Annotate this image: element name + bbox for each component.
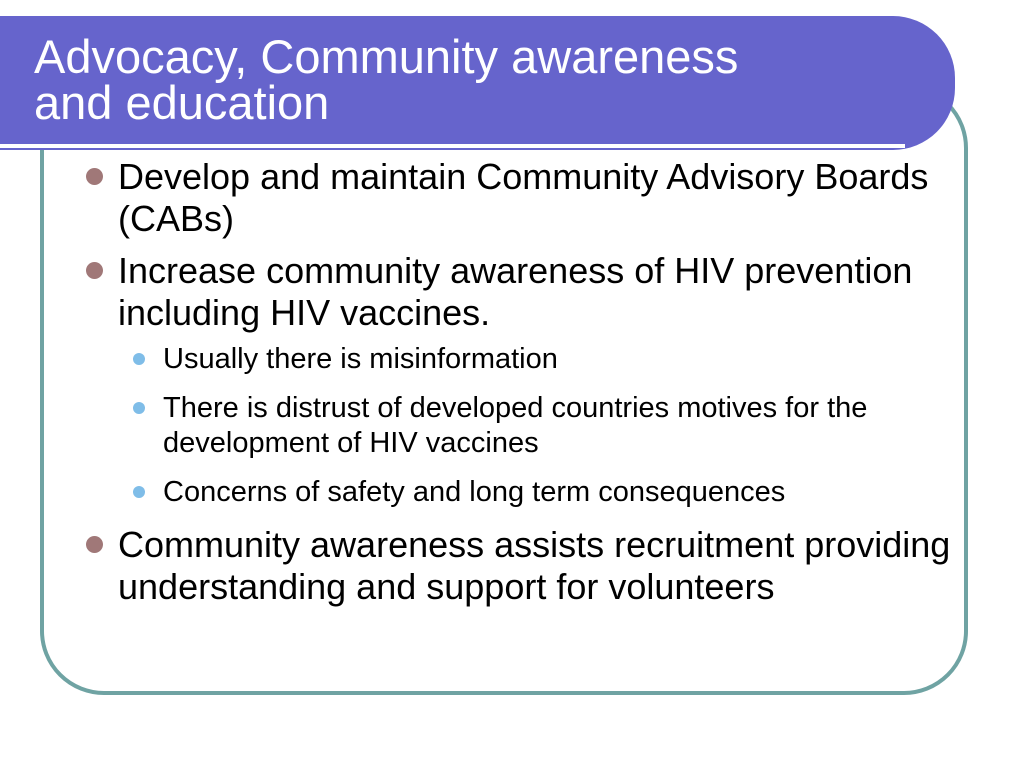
bullet-dot-icon <box>86 168 103 185</box>
bullet-item <box>82 524 962 608</box>
title-banner <box>0 16 955 150</box>
sub-bullet-item <box>118 475 962 510</box>
sub-bullet-text: There is distrust of developed countries motives for the development of HIV vaccines <box>163 392 868 459</box>
bullet-item <box>82 156 962 240</box>
sub-bullet-dot-icon <box>133 353 145 365</box>
sub-bullet-dot-icon <box>133 402 145 414</box>
sub-bullet-item <box>118 342 962 377</box>
bullet-text: Increase community awareness of HIV prevention including HIV vaccines. <box>118 250 913 333</box>
title-underline <box>0 144 905 148</box>
sub-bullet-list <box>118 342 962 510</box>
bullet-dot-icon <box>86 262 103 279</box>
bullet-dot-icon <box>86 536 103 553</box>
bullet-item <box>82 250 962 510</box>
sub-bullet-text: Concerns of safety and long term consequences <box>163 476 786 508</box>
bullet-text: Develop and maintain Community Advisory Boards (CABs) <box>118 156 929 239</box>
sub-bullet-dot-icon <box>133 486 145 498</box>
bullet-text: Community awareness assists recruitment providing understanding and support for volunteers <box>118 524 951 607</box>
bullet-list <box>82 156 962 618</box>
sub-bullet-item <box>118 391 962 461</box>
slide-title: Advocacy, Community awareness and education <box>34 30 739 129</box>
sub-bullet-text: Usually there is misinformation <box>163 343 558 375</box>
